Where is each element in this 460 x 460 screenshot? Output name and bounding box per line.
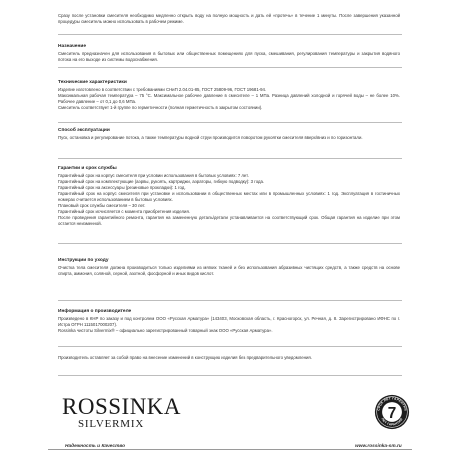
spec-line: Максимальная рабочая температура – 75 °С. Максимальное рабочее давление в смесителе – 1 МПа. Разница давлений холодной и горячей воды – не более 10%. Рабочее давление – от 0,1 до 0,6 МПа.	[58, 92, 400, 104]
warranty-line: Гарантийный срок на корпус смесителя при условии использования в бытовых условиях: 7 лет.	[58, 172, 249, 178]
section-text: Пуск, остановка и регулирование потока, а также температуры водной струи производится поворотом рукоятки смесителя вверх/вниз и по горизонтали.	[58, 134, 363, 140]
warranty-line: После проведения гарантийного ремонта, гарантия на замененную деталь/детали устанавливается на соответствующий срок. Общая гарантия на изделие при этом остается неизменной.	[58, 214, 400, 226]
spec-line: Смеситель соответствует 1-й группе по герметичности (полная герметичность в закрытом состоянии).	[58, 104, 263, 110]
section-heading: Гарантии и срок службы	[58, 166, 117, 171]
section-specs	[58, 80, 400, 111]
section-heading: Технические характеристики	[58, 80, 127, 85]
footer-rule	[48, 449, 412, 450]
brand-name: ROSSINKA	[62, 394, 182, 419]
section-care	[58, 258, 400, 277]
divider	[58, 243, 402, 244]
section-heading: Назначение	[58, 44, 86, 49]
section-text: Смеситель предназначен для использования в бытовых или общественных помещениях для пуска, смешивания, регулирования температуры и закрытия водяного потока на его выходе из системы водоснабжения.	[58, 50, 400, 62]
section-text: Очистка тела смесителя должна производиться только изделиями из мягких тканей и без использования абразивных чистящих средств, а также средств на основе спирта, аммония, соляной, серной, азотной, фосфорной и иных видов кислот.	[58, 264, 400, 276]
divider	[58, 34, 402, 35]
divider	[58, 300, 402, 301]
warranty-line: Гарантийный срок на корпус смесителя при установке и использовании в общественных местах или в промышленных условиях: 1 год. Эксплуатация в гостиничных номерах считается использованием в бытовых условиях.	[58, 190, 400, 202]
website-url: www.rossinka-sm.ru	[355, 444, 402, 449]
warranty-line: Гарантийный срок на комплектующие (аэрвы, рукоять, картриджи, аэраторы, гибкую подводку): 3 года.	[58, 178, 265, 184]
brand-sub: SILVERMIX	[78, 418, 145, 430]
footnote: Производитель оставляет за собой право на внесение изменений в конструкцию изделия без предварительного уведомления.	[58, 355, 312, 360]
seal-ring-top-text: СРОК ЛЕТ ГАРАНТИИ	[376, 396, 408, 412]
divider	[58, 375, 402, 376]
brand-logo	[62, 394, 182, 435]
section-heading: Информация о производителе	[58, 309, 132, 314]
seal-years: 7	[387, 404, 397, 422]
section-purpose	[58, 44, 400, 63]
section-heading: Способ эксплуатации	[58, 128, 110, 133]
divider	[58, 158, 402, 159]
divider	[58, 67, 402, 68]
section-warranty	[58, 166, 400, 227]
brand-motto: Надежность и Качество	[65, 444, 126, 449]
warranty-line: Гарантийный срок на аксессуары (резиновые прокладки): 1 год.	[58, 184, 186, 190]
seal-ring-bottom-text: ЛЕТ ГАРАНТИИ	[380, 417, 404, 427]
section-manufacturer	[58, 309, 400, 334]
instruction-page	[48, 0, 412, 460]
intro-paragraph: Сразу после установки смесителя необходимо медленно открыть воду на полную мощность и дать ей «протечь» в течение 1 минуты. После завершения указанной процедуры смеситель можно использовать в рабочем режиме.	[58, 13, 400, 24]
divider	[58, 346, 402, 347]
warranty-seal-icon	[374, 394, 410, 430]
manufacturer-line: Rossinka чистоты Silvermix® – официально зарегистрированный товарный знак ООО «Русская Арматура».	[58, 327, 273, 333]
warranty-line: Плановый срок службы смесителя – 30 лет.	[58, 202, 146, 208]
divider	[58, 122, 402, 123]
manufacturer-line: Произведено в КНР по заказу и под контролем ООО «Русская Арматура» (143403, Московская область, г. Красногорск, ул. Речная, д. 8. Зарегистрировано ИФНС по г. Истра ОГРН 1115017000207).	[58, 315, 400, 327]
section-heading: Инструкции по уходу	[58, 258, 109, 263]
section-usage	[58, 128, 400, 141]
warranty-line: Гарантийный срок исчисляется с момента приобретения изделия.	[58, 208, 190, 214]
spec-line: Изделие изготовлено в соответствии с требованиями СНиП 2.04.01-85, ГОСТ 25809-96, ГОСТ 19681-94.	[58, 86, 267, 92]
